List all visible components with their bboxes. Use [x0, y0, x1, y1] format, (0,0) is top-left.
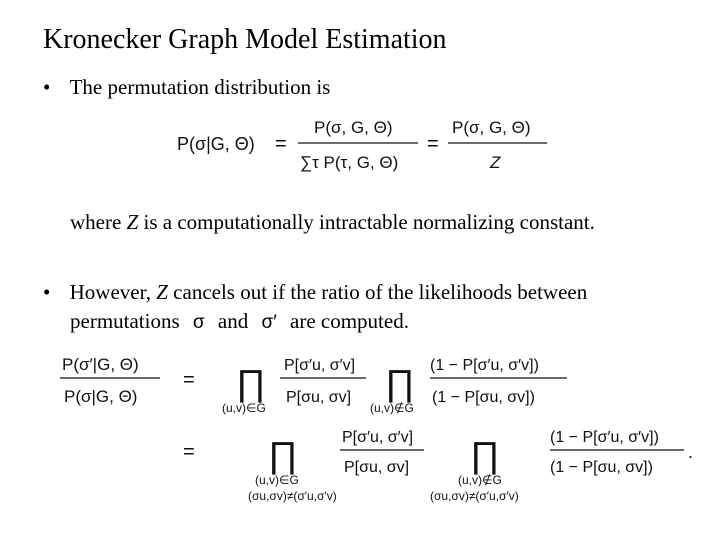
eq1-num1: P(σ, G, Θ) — [314, 118, 393, 137]
eq1-lhs: P(σ|G, Θ) — [177, 134, 255, 154]
eq2-prod-2-sub: (u,v)∉G — [370, 401, 414, 415]
bullet-1-text: The permutation distribution is — [69, 75, 331, 99]
bullet-2-computed: are computed. — [290, 309, 409, 333]
eq2-equals-1: = — [183, 369, 195, 391]
eq2-prod-3: ∏ — [268, 434, 298, 475]
eq2-f2-num: (1 − P[σ′u, σ′v]) — [430, 357, 539, 374]
where-text-post: is a computationally intractable normalizing constant. — [138, 210, 595, 234]
eq1-den1: ∑τ P(τ, G, Θ) — [300, 153, 399, 172]
sigma-prime-symbol: σ′ — [261, 312, 277, 333]
eq1-equals-2: = — [427, 133, 439, 155]
sigma-symbol: σ — [192, 312, 205, 333]
bullet-dot: • — [43, 280, 51, 304]
eq2-prod-4: ∏ — [470, 434, 500, 475]
eq2-prod-3-sub-1: (u,v)∈G — [255, 473, 299, 487]
slide-title: Kronecker Graph Model Estimation — [43, 24, 447, 55]
eq2-f3-num: P[σ′u, σ′v] — [342, 429, 414, 446]
eq2-f3-den: P[σu, σv] — [344, 459, 410, 476]
eq2-prod-2: ∏ — [385, 362, 415, 403]
eq1-equals-1: = — [275, 133, 287, 155]
where-text-pre: where — [70, 210, 127, 234]
eq2-period: . — [688, 442, 694, 462]
eq2-f4-den: (1 − P[σu, σv]) — [550, 459, 653, 476]
bullet-dot: • — [43, 75, 51, 99]
bullet-2-permutations: permutations — [70, 309, 180, 333]
eq2-prod-3-sub-2: (σu,σv)≠(σ′u,σ′v) — [248, 489, 337, 503]
where-var: Z — [126, 210, 139, 234]
bullet-2-pre: However, — [69, 280, 157, 304]
eq2-prod-1-sub: (u,v)∈G — [222, 401, 266, 415]
eq1-den2: Z — [490, 153, 501, 172]
eq2-f2-den: (1 − P[σu, σv]) — [432, 389, 535, 406]
eq2-f4-num: (1 − P[σ′u, σ′v]) — [550, 429, 659, 446]
eq2-equals-2: = — [183, 441, 195, 463]
eq2-prod-4-sub-1: (u,v)∉G — [458, 473, 502, 487]
eq2-prod-4-sub-2: (σu,σv)≠(σ′u,σ′v) — [430, 489, 519, 503]
eq2-lhs-num: P(σ′|G, Θ) — [62, 355, 139, 374]
bullet-2-and: and — [217, 309, 249, 333]
bullet-2-var: Z — [156, 280, 168, 304]
eq2-prod-1: ∏ — [236, 362, 266, 403]
bullet-2-post: cancels out if the ratio of the likelihoods between — [167, 280, 588, 304]
eq1-num2: P(σ, G, Θ) — [452, 118, 531, 137]
eq2-lhs-den: P(σ|G, Θ) — [64, 387, 138, 406]
eq2-f1-den: P[σu, σv] — [286, 389, 352, 406]
eq2-f1-num: P[σ′u, σ′v] — [284, 357, 356, 374]
